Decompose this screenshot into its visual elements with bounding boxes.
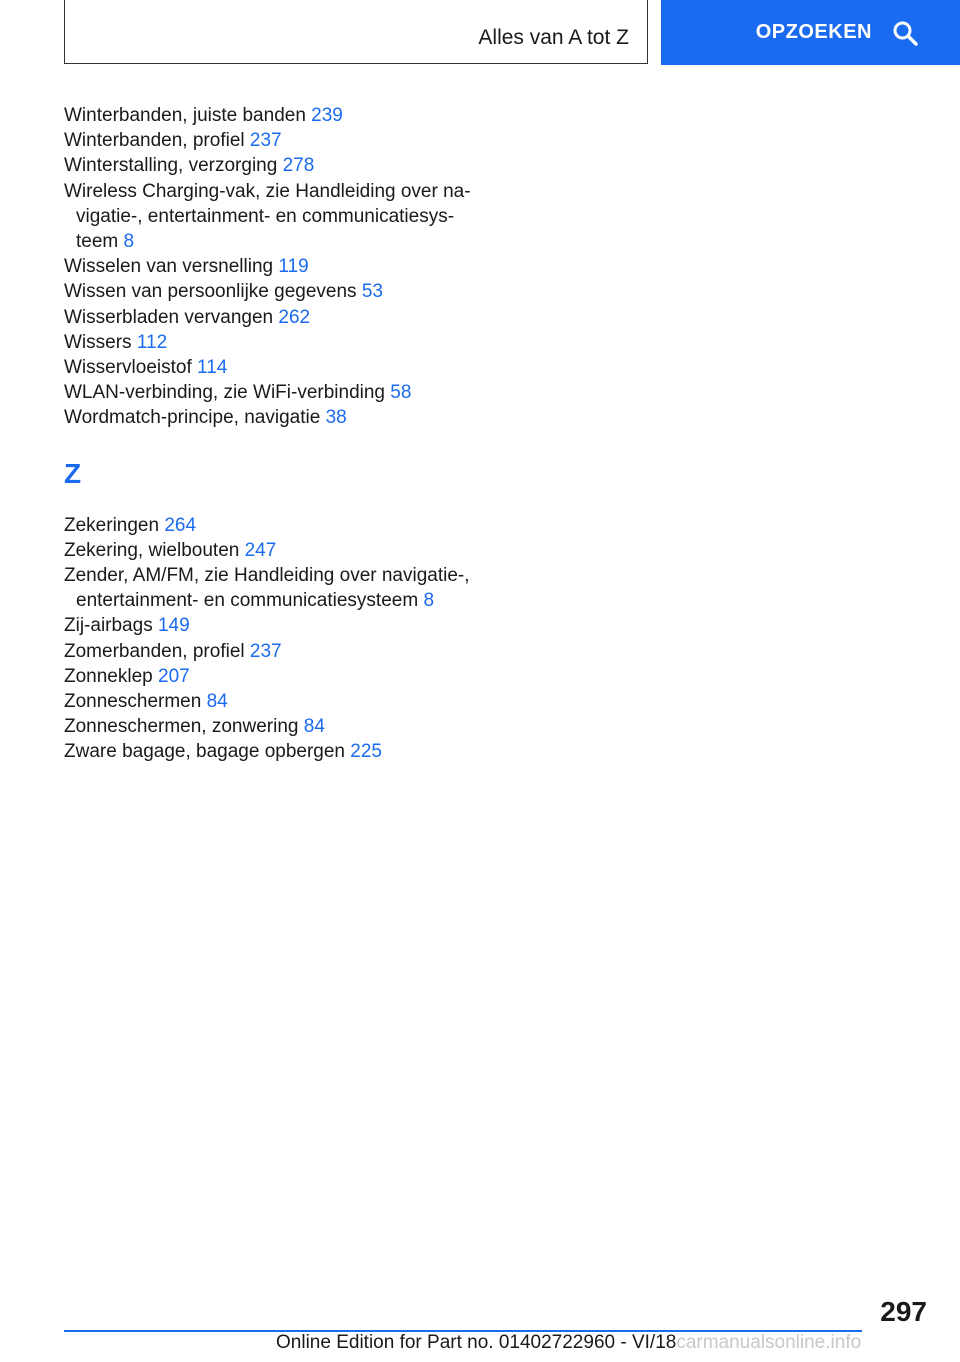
index-list-w <box>64 103 484 431</box>
header-box <box>64 0 648 64</box>
index-entry-text: Winterstalling, verzorging <box>64 155 278 177</box>
index-entry-text: Zonneklep <box>64 665 153 687</box>
page-link[interactable]: 225 <box>350 741 382 763</box>
index-entry-line <box>64 305 484 330</box>
page-link[interactable]: 8 <box>423 590 435 612</box>
page-link[interactable]: 262 <box>278 306 311 328</box>
page-link[interactable]: 239 <box>311 105 343 126</box>
index-entry-text: Zonneschermen, zonwering <box>64 716 299 738</box>
index-entry-text: Zware bagage, bagage opbergen <box>64 741 346 763</box>
index-entry-text: WLAN-verbinding, zie WiFi-verbinding <box>64 382 385 404</box>
index-entry-text: Wisservloeistof <box>64 357 192 379</box>
index-entry-text: Wisserbladen vervangen <box>64 306 274 328</box>
index-entry-text: Zomerbanden, profiel <box>64 640 245 662</box>
index-entry-text: Wordmatch-principe, navigatie <box>64 407 321 429</box>
index-entry <box>64 128 484 153</box>
index-entry <box>64 563 484 613</box>
search-icon <box>892 20 918 46</box>
page-link[interactable]: 38 <box>325 407 347 429</box>
index-entry-text: Zekeringen <box>64 514 160 536</box>
index-entry <box>64 355 484 380</box>
index-entry-text: Zij-airbags <box>64 615 153 637</box>
index-entry-line <box>64 128 484 153</box>
index-entry-text: Zonneschermen <box>64 691 202 713</box>
edition-text: Online Edition for Part no. 01402722960 - VI/18 <box>276 1332 677 1353</box>
index-entry <box>64 538 484 563</box>
index-entry <box>64 103 484 128</box>
index-entry <box>64 664 484 689</box>
page-link[interactable]: 207 <box>158 665 190 687</box>
page-link[interactable]: 237 <box>249 640 282 662</box>
index-entry <box>64 513 484 538</box>
search-label: OPZOEKEN <box>755 21 872 43</box>
page-link[interactable]: 119 <box>278 256 309 278</box>
index-entry-text: vigatie-, entertainment- en communicatiesys- <box>76 205 455 227</box>
index-entry-text: teem <box>76 231 119 253</box>
page-link[interactable]: 58 <box>390 382 412 404</box>
index-entry-line <box>64 279 484 304</box>
page-link[interactable]: 8 <box>123 231 135 253</box>
index-entry-line <box>64 254 484 279</box>
index-entry-line <box>64 103 484 128</box>
index-entry-line <box>64 588 484 613</box>
index-entry-line <box>64 153 484 178</box>
index-entry <box>64 179 484 255</box>
search-button[interactable] <box>661 0 960 65</box>
index-entry-text: entertainment- en communicatiesysteem <box>76 590 419 612</box>
page-link[interactable]: 278 <box>282 155 315 177</box>
index-entry-line <box>64 380 484 405</box>
page-link[interactable]: 84 <box>206 691 228 713</box>
index-entry <box>64 305 484 330</box>
index-entry-line <box>64 664 484 689</box>
index-entry-text: Zekering, wielbouten <box>64 539 240 561</box>
index-entry <box>64 330 484 355</box>
index-entry-text: Wireless Charging-vak, zie Handleiding over na- <box>64 180 471 202</box>
index-entry-line <box>64 714 484 739</box>
index-entry-text: Zender, AM/FM, zie Handleiding over navigatie-, <box>64 565 470 587</box>
index-entry-line <box>64 204 484 229</box>
watermark: carmanualsonline.info <box>676 1332 862 1353</box>
page-link[interactable]: 53 <box>361 281 383 303</box>
index-entry-line <box>64 229 484 254</box>
footer-text <box>276 1332 861 1354</box>
index-entry-line <box>64 355 484 380</box>
index-entry-line <box>64 613 484 638</box>
index-entry-line <box>64 405 484 430</box>
index-entry-line <box>64 330 484 355</box>
index-entry <box>64 254 484 279</box>
page-link[interactable]: 114 <box>197 357 228 379</box>
index-entry-line <box>64 689 484 714</box>
index-entry-line <box>64 563 484 588</box>
page-link[interactable]: 149 <box>157 615 190 637</box>
index-entry <box>64 380 484 405</box>
index-entry <box>64 739 484 764</box>
index-entry <box>64 279 484 304</box>
index-entry <box>64 405 484 430</box>
index-entry <box>64 714 484 739</box>
index-entry-line <box>64 179 484 204</box>
index-content <box>64 103 484 765</box>
page-link[interactable]: 264 <box>164 514 197 536</box>
index-entry-text: Wissen van persoonlijke gegevens <box>64 281 357 303</box>
index-entry-line <box>64 538 484 563</box>
page-link[interactable]: 112 <box>136 331 168 353</box>
letter-heading-z: Z <box>64 457 82 489</box>
page-link[interactable]: 84 <box>303 716 325 738</box>
page-link[interactable]: 247 <box>244 539 277 561</box>
index-entry <box>64 613 484 638</box>
index-entry <box>64 153 484 178</box>
index-entry-text: Wisselen van versnelling <box>64 256 274 278</box>
index-entry-text: Wissers <box>64 331 132 353</box>
index-entry-text: Winterbanden, juiste banden <box>64 105 306 126</box>
index-entry-text: Winterbanden, profiel <box>64 130 245 152</box>
index-entry <box>64 689 484 714</box>
index-list-z <box>64 513 484 765</box>
index-entry-line <box>64 513 484 538</box>
section-title: Alles van A tot Z <box>478 26 629 49</box>
page-link[interactable]: 237 <box>249 130 282 152</box>
page-number: 297 <box>880 1296 927 1327</box>
index-entry-line <box>64 639 484 664</box>
index-entry-line <box>64 739 484 764</box>
index-entry <box>64 639 484 664</box>
